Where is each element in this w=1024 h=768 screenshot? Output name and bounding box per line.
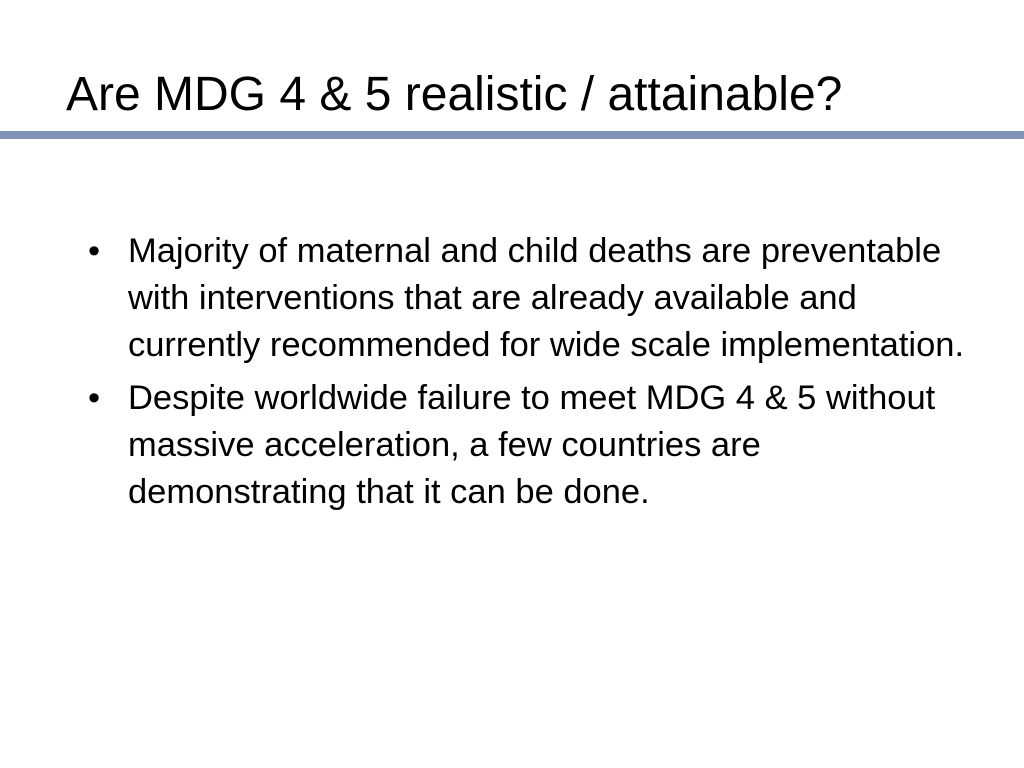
bullet-text: Despite worldwide failure to meet MDG 4 & 5 without massive acceleration, a few countries are demonstrating that it can be done.: [128, 379, 936, 511]
title-divider: [0, 131, 1024, 139]
bullet-item: [88, 375, 988, 516]
bullet-marker: •: [88, 232, 101, 270]
slide-title: Are MDG 4 & 5 realistic / attainable?: [66, 68, 843, 121]
bullet-item: [88, 228, 988, 369]
bullet-list: [88, 228, 988, 522]
bullet-marker: •: [88, 379, 101, 417]
bullet-text: Majority of maternal and child deaths are preventable with interventions that are already available and currently recommended for wide scale implementation.: [128, 232, 965, 364]
